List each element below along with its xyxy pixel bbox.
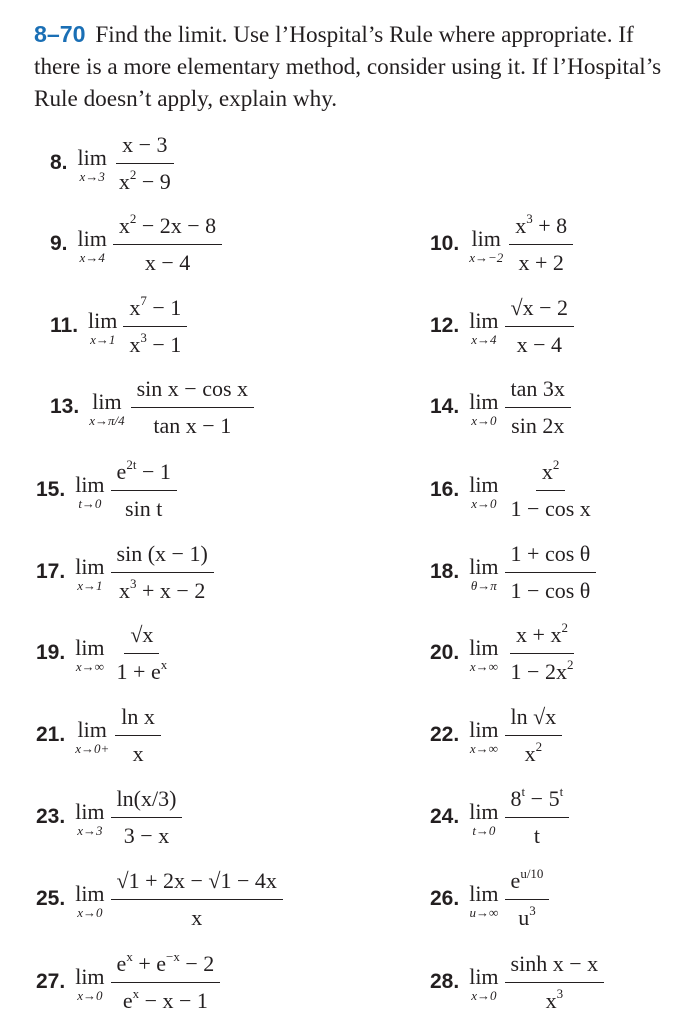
numerator: sinh x − x [505,950,605,983]
problem-19 [36,617,173,689]
problem-number: 18. [430,560,460,583]
limit-subscript: x→1 [77,577,103,593]
problem-number: 26. [430,887,460,910]
limit-subscript: x→4 [79,249,105,265]
problem-23 [36,781,182,853]
problem-number: 23. [36,805,66,828]
instructions-text: Find the limit. Use l’Hospital’s Rule where appropriate. If there is a more elementary method, consider using it. If l’Hospital’s Rule doesn’t apply, explain why. [34,22,662,112]
problem-number: 20. [430,641,460,664]
fraction [111,785,183,850]
problem-13 [50,371,254,443]
fraction [131,375,254,440]
fraction [113,212,222,277]
fraction [505,294,574,359]
instructions [34,18,679,115]
numerator: $e^{u/10}$ [505,867,550,900]
problem-8 [50,127,177,199]
denominator: x − 4 [144,249,191,275]
problem-number: 24. [430,805,460,828]
denominator: 1 − cos θ [510,577,591,603]
denominator: x − 4 [516,331,562,357]
limit-operator [75,963,105,1003]
lim-word: lim [469,798,499,824]
limit-operator [469,307,499,347]
problem-number: 14. [430,395,460,418]
lim-word: lim [469,471,499,497]
numerator: $x^3 + 8$ [509,212,573,245]
problem-number: 16. [430,478,460,501]
lim-word: lim [469,307,499,333]
lim-word: lim [77,716,107,742]
problem-number: 15. [36,478,66,501]
lim-word: lim [471,225,501,251]
numerator: $x^2$ [536,458,566,491]
problem-number: 25. [36,887,66,910]
limit-subscript: x→0+ [75,740,110,756]
denominator: $x^2 - 9$ [118,166,171,194]
lim-word: lim [75,963,105,989]
limit-subscript: x→∞ [75,658,104,674]
problem-9 [50,208,222,280]
lim-word: lim [469,880,499,906]
denominator: tan x − 1 [153,412,232,438]
limit-subscript: x→3 [77,822,103,838]
fraction [505,621,580,686]
numerator: √1 + 2x − √1 − 4x [111,867,283,900]
denominator: sin t [125,495,163,521]
denominator: 3 − x [123,822,170,848]
problem-24 [430,781,569,853]
lim-word: lim [469,716,499,742]
numerator: $x^2 - 2x - 8$ [113,212,222,245]
limit-operator [469,553,499,593]
limit-operator [469,471,499,511]
lim-word: lim [77,225,107,251]
fraction [505,458,597,523]
limit-operator [75,634,105,674]
lim-word: lim [469,388,499,414]
problem-number: 8. [50,151,68,174]
numerator: tan 3x [505,375,571,408]
problem-14 [430,371,571,443]
limit-subscript: x→0 [471,987,497,1003]
problem-number: 11. [50,314,79,337]
limit-operator [469,880,499,920]
problem-17 [36,536,214,608]
denominator: $e^x - x - 1$ [122,985,208,1013]
lim-word: lim [75,880,105,906]
limit-operator [75,553,105,593]
limit-operator [469,798,499,838]
fraction [505,375,571,440]
numerator: sin x − cos x [131,375,254,408]
denominator: 1 − cos x [510,495,591,521]
problem-12 [430,290,574,362]
fraction [505,540,597,605]
numerator: 1 + cos θ [505,540,597,573]
limit-subscript: θ→π [470,577,497,593]
lim-word: lim [88,307,118,333]
problem-22 [430,699,562,771]
limit-subscript: x→∞ [469,658,498,674]
numerator: √x − 2 [505,294,574,327]
lim-word: lim [469,634,499,660]
problem-10 [430,208,573,280]
limit-subscript: x→4 [471,331,497,347]
limit-subscript: t→0 [472,822,496,838]
fraction [111,458,177,523]
lim-word: lim [469,553,499,579]
limit-operator [75,798,105,838]
problem-20 [430,617,579,689]
problem-11 [50,290,187,362]
numerator: $e^x + e^{-x} - 2$ [111,950,221,983]
fraction [111,540,214,605]
numerator: √x [124,621,159,654]
problem-28 [430,946,604,1018]
fraction [123,294,187,359]
limit-operator [75,716,110,756]
limit-operator [77,225,107,265]
lim-word: lim [92,388,122,414]
lim-word: lim [469,963,499,989]
problem-number: 12. [430,314,460,337]
limit-operator [469,388,499,428]
fraction [505,867,550,932]
problem-number: 21. [36,723,66,746]
numerator: ln(x/3) [111,785,183,818]
denominator: $x^2$ [524,738,543,766]
problem-number: 9. [50,232,68,255]
numerator: $e^{2t} - 1$ [111,458,177,491]
limit-operator [469,963,499,1003]
limit-operator [77,144,107,184]
denominator: sin 2x [511,412,565,438]
limit-subscript: u→∞ [469,904,499,920]
problem-number: 13. [50,395,80,418]
limit-subscript: t→0 [78,495,102,511]
denominator: $u^3$ [518,902,536,930]
limit-subscript: x→0 [77,987,103,1003]
denominator: $x^3$ [545,985,564,1013]
fraction [505,950,605,1015]
denominator: $1 - 2x^2$ [510,656,574,684]
limit-operator [469,634,499,674]
fraction [505,703,563,768]
exercise-range: 8–70 [34,21,86,47]
problem-number: 22. [430,723,460,746]
limit-operator [89,388,125,428]
problem-15 [36,454,177,526]
problem-27 [36,946,220,1018]
problem-21 [36,699,161,771]
problem-number: 10. [430,232,460,255]
problem-number: 28. [430,970,460,993]
limit-operator [88,307,118,347]
denominator: $x^3 + x - 2$ [119,575,206,603]
denominator: x + 2 [518,249,564,275]
fraction [111,621,174,686]
denominator: t [533,822,540,848]
limit-operator [75,880,105,920]
numerator: $x + x^2$ [510,621,574,654]
lim-word: lim [75,798,105,824]
fraction [111,867,283,932]
limit-operator [469,716,499,756]
lim-word: lim [77,144,107,170]
fraction [111,950,221,1015]
limit-operator [75,471,105,511]
problem-number: 19. [36,641,66,664]
denominator: $1 + e^x$ [116,656,168,684]
fraction [505,785,570,850]
problem-number: 17. [36,560,66,583]
limit-subscript: x→1 [90,331,116,347]
numerator: $x^7 - 1$ [123,294,187,327]
limit-subscript: x→−2 [469,249,504,265]
problem-16 [430,454,597,526]
problem-26 [430,863,549,935]
problem-25 [36,863,283,935]
numerator: ln x [115,703,161,736]
limit-subscript: x→3 [79,168,105,184]
limit-subscript: x→∞ [469,740,498,756]
fraction [115,703,161,768]
limit-operator [469,225,504,265]
limit-subscript: x→0 [471,495,497,511]
fraction [113,131,177,196]
numerator: sin (x − 1) [111,540,214,573]
denominator: x [191,904,203,930]
limit-subscript: x→0 [77,904,103,920]
limit-subscript: x→0 [471,412,497,428]
limit-subscript: x→π/4 [89,412,125,428]
lim-word: lim [75,471,105,497]
numerator: x − 3 [116,131,173,164]
lim-word: lim [75,553,105,579]
numerator: ln √x [505,703,563,736]
problem-number: 27. [36,970,66,993]
denominator: $x^3 - 1$ [129,329,182,357]
denominator: x [132,740,144,766]
numerator: $8^t - 5^t$ [505,785,570,818]
fraction [509,212,573,277]
problem-18 [430,536,596,608]
lim-word: lim [75,634,105,660]
